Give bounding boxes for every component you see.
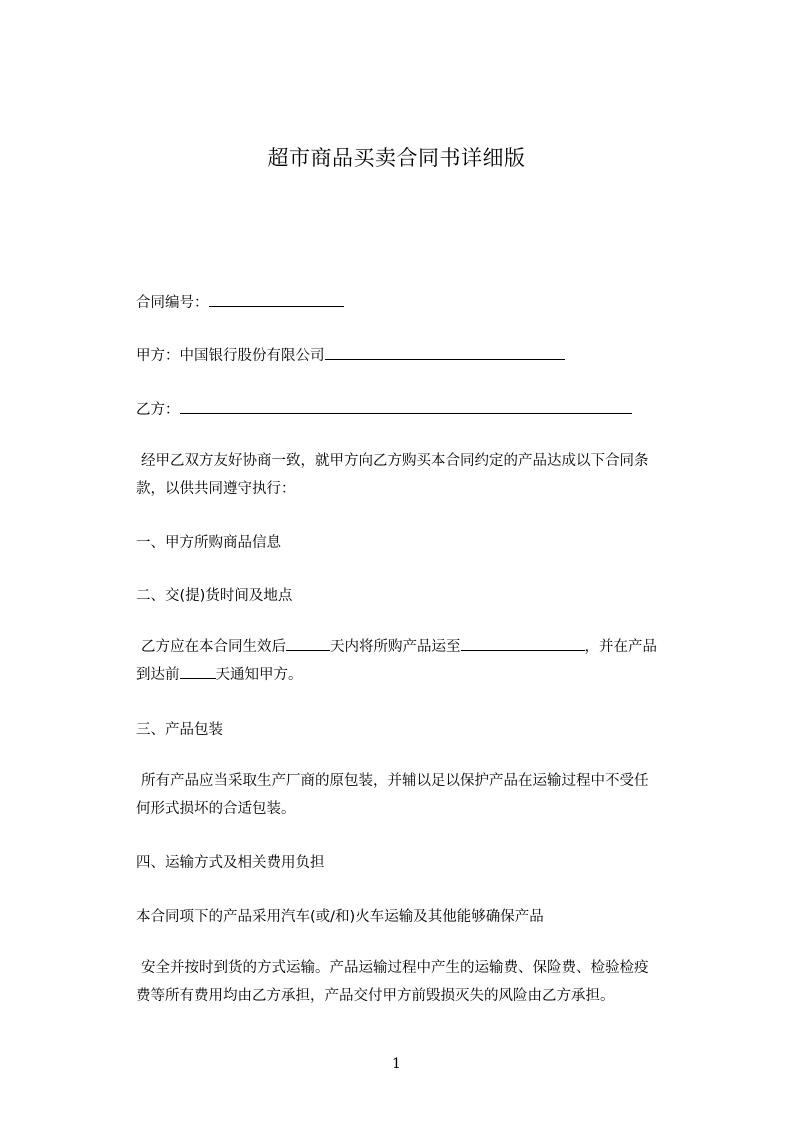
notice-days-blank bbox=[180, 664, 216, 679]
party-b-label: 乙方： bbox=[136, 402, 180, 418]
intro-line-1 bbox=[136, 447, 701, 475]
section-4b-line-2: 费等所有费用均由乙方承担，产品交付甲方前毁损灭失的风险由乙方承担。 bbox=[136, 988, 615, 1004]
contract-number-blank bbox=[209, 292, 344, 307]
section-3-line-1 bbox=[136, 767, 701, 795]
party-a-line bbox=[136, 344, 565, 365]
party-a-blank bbox=[325, 345, 565, 360]
section-4b-line-1 bbox=[136, 954, 701, 982]
delivery-location-blank bbox=[461, 636, 585, 651]
delivery-days-blank bbox=[286, 636, 330, 651]
section-2-paragraph bbox=[136, 633, 701, 689]
section-4-paragraph bbox=[136, 954, 701, 1010]
s2-text-5: 天通知甲方。 bbox=[215, 667, 303, 683]
s4b-text-1: 安全并按时到货的方式运输。产品运输过程中产生的运输费、保险费、检验检疫 bbox=[141, 960, 649, 976]
page-number: 1 bbox=[392, 1056, 401, 1072]
section-1-heading: 一、甲方所购商品信息 bbox=[136, 535, 281, 551]
section-2-heading: 二、交(提)货时间及地点 bbox=[136, 588, 293, 604]
section-3-heading: 三、产品包装 bbox=[136, 722, 223, 738]
section-3-line-2: 何形式损坏的合适包装。 bbox=[136, 801, 296, 817]
contract-number-label: 合同编号： bbox=[136, 295, 209, 311]
section-4-heading: 四、运输方式及相关费用负担 bbox=[136, 855, 325, 871]
intro-text-1: 经甲乙双方友好协商一致，就甲方向乙方购买本合同约定的产品达成以下合同条 bbox=[141, 453, 649, 469]
party-a-label: 甲方： bbox=[136, 348, 180, 364]
s2-text-1: 乙方应在本合同生效后 bbox=[141, 639, 286, 655]
document-title: 超市商品买卖合同书详细版 bbox=[267, 146, 526, 170]
s3-text-1: 所有产品应当采取生产厂商的原包装，并辅以足以保护产品在运输过程中不受任 bbox=[141, 773, 649, 789]
party-b-line bbox=[136, 398, 632, 419]
contract-number-line bbox=[136, 291, 344, 312]
party-a-name: 中国银行股份有限公司 bbox=[179, 348, 325, 364]
intro-paragraph bbox=[136, 447, 701, 503]
section-2-line-2 bbox=[136, 661, 701, 689]
s2-text-2: 天内将所购产品运至 bbox=[330, 639, 461, 655]
section-2-line-1 bbox=[136, 633, 701, 661]
section-4-line: 本合同项下的产品采用汽车(或/和)火车运输及其他能够确保产品 bbox=[136, 909, 544, 925]
party-b-blank bbox=[180, 399, 632, 414]
s2-text-3: ，并在产品 bbox=[584, 639, 657, 655]
section-3-paragraph bbox=[136, 767, 701, 823]
s2-text-4: 到达前 bbox=[136, 667, 180, 683]
intro-line-2: 款，以供共同遵守执行： bbox=[136, 481, 296, 497]
